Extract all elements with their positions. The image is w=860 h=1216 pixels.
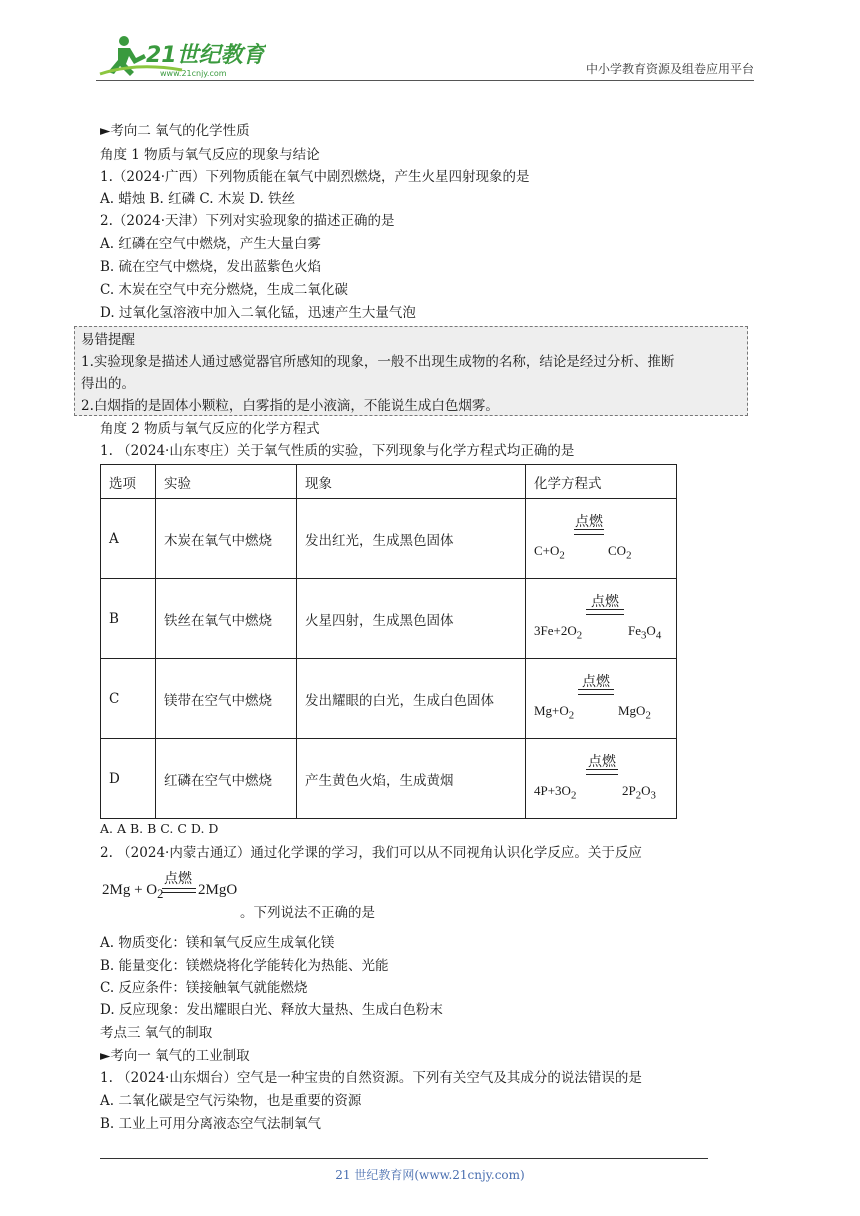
tip-box — [74, 326, 748, 416]
chemical-equation — [534, 749, 664, 809]
angle1-title: 角度 1 物质与氧气反应的现象与结论 — [100, 147, 320, 163]
table-row — [101, 659, 677, 739]
phenomenon-cell: 火星四射，生成黑色固体 — [297, 579, 526, 659]
equation-lhs: $Mg+O_2$ — [534, 702, 575, 722]
table-row — [101, 579, 677, 659]
phenomenon-cell: 发出耀眼的白光，生成白色固体 — [297, 659, 526, 739]
tip-title: 易错提醒 — [81, 332, 135, 348]
phenomenon-cell: 产生黄色火焰，生成黄烟 — [297, 739, 526, 819]
question-text: 1.（2024·广西）下列物质能在氧气中剧烈燃烧，产生火星四射现象的是 — [100, 169, 530, 185]
equation-rhs: $CO_2$ — [608, 542, 632, 562]
equation-rhs: MgO$_2$ — [618, 702, 651, 722]
chemical-equation — [534, 509, 664, 569]
answer-options: A. A B. B C. C D. D — [100, 821, 219, 836]
table-header: 选项 — [101, 465, 156, 499]
question-text: 2.（2024·天津）下列对实验现象的描述正确的是 — [100, 213, 395, 229]
equation-arrow — [574, 529, 604, 535]
tip-line: 1.实验现象是描述人通过感觉器官所感知的现象，一般不出现生成物的名称，结论是经过分析、推断 — [81, 354, 675, 370]
equation-cell — [526, 499, 677, 579]
equation-lhs: $C+O_2$ — [534, 542, 565, 562]
equation-rhs: $2P_2O_3$ — [622, 782, 656, 802]
phenomenon-cell: 发出红光，生成黑色固体 — [297, 499, 526, 579]
footer-rule — [100, 1158, 708, 1159]
equation-lhs: $2Mg + O_2$ — [102, 882, 164, 901]
question-text: 2. （2024·内蒙古通辽）通过化学课的学习，我们可以从不同视角认识化学反应。关于反应 — [100, 845, 642, 861]
option-a: A. 物质变化：镁和氧气反应生成氧化镁 — [100, 935, 335, 951]
option-b: B. 工业上可用分离液态空气法制氧气 — [100, 1116, 322, 1132]
table-header: 化学方程式 — [526, 465, 677, 499]
experiment-cell: 木炭在氧气中燃烧 — [156, 499, 297, 579]
question-text: 1. （2024·山东烟台）空气是一种宝贵的自然资源。下列有关空气及其成分的说法错误的是 — [100, 1070, 642, 1086]
equation-arrow — [586, 769, 618, 775]
equation-cell — [526, 579, 677, 659]
question-text: 1. （2024·山东枣庄）关于氧气性质的实验，下列现象与化学方程式均正确的是 — [100, 443, 575, 459]
section-heading: ►考向二 氧气的化学性质 — [100, 123, 250, 139]
section-heading: ►考向一 氧气的工业制取 — [100, 1048, 250, 1064]
equation-condition: 点燃 — [591, 594, 619, 610]
table-header: 实验 — [156, 465, 297, 499]
option-d: D. 反应现象：发出耀眼白光、释放大量热、生成白色粉末 — [100, 1002, 443, 1018]
equation-lhs: $3Fe+2O_2$ — [534, 622, 583, 642]
options-table — [100, 464, 677, 819]
option-cell: D — [101, 739, 156, 819]
equation-arrow — [162, 888, 196, 893]
equation-rhs: 2MgO — [198, 882, 238, 898]
equation-cell — [526, 739, 677, 819]
table-header: 现象 — [297, 465, 526, 499]
header-platform-label: 中小学教育资源及组卷应用平台 — [585, 62, 754, 76]
question-tail: 。下列说法不正确的是 — [240, 905, 375, 921]
logo-url: www.21cnjy.com — [160, 69, 227, 78]
equation-arrow — [586, 609, 624, 615]
table-row — [101, 739, 677, 819]
table-row — [101, 499, 677, 579]
equation-condition: 点燃 — [575, 514, 603, 530]
tip-line: 2.白烟指的是固体小颗粒，白雾指的是小液滴，不能说生成白色烟雾。 — [81, 398, 499, 414]
option-cell: C — [101, 659, 156, 739]
site-logo — [96, 32, 266, 80]
option-d: D. 过氧化氢溶液中加入二氧化锰，迅速产生大量气泡 — [100, 305, 416, 321]
footer-link[interactable]: 21 世纪教育网(www.21cnjy.com) — [335, 1168, 525, 1182]
option-b: B. 硫在空气中燃烧，发出蓝紫色火焰 — [100, 259, 322, 275]
header-rule — [96, 80, 754, 81]
equation-cell — [526, 659, 677, 739]
logo-text: 21世纪教育 — [146, 43, 265, 68]
experiment-cell: 红磷在空气中燃烧 — [156, 739, 297, 819]
equation-condition: 点燃 — [582, 674, 610, 690]
option-cell: B — [101, 579, 156, 659]
option-c: C. 木炭在空气中充分燃烧，生成二氧化碳 — [100, 282, 348, 298]
kp3-heading: 考点三 氧气的制取 — [100, 1025, 213, 1041]
tip-line: 得出的。 — [81, 376, 135, 392]
equation-lhs: $4P+3O_2$ — [534, 782, 577, 802]
equation-condition: 点燃 — [164, 872, 192, 887]
chemical-equation — [534, 669, 664, 729]
option-c: C. 反应条件：镁接触氧气就能燃烧 — [100, 980, 308, 996]
option-b: B. 能量变化：镁燃烧将化学能转化为热能、光能 — [100, 958, 389, 974]
chemical-equation — [534, 589, 664, 649]
option-a: A. 二氧化碳是空气污染物，也是重要的资源 — [100, 1093, 362, 1109]
equation-condition: 点燃 — [588, 754, 616, 770]
experiment-cell: 铁丝在氧气中燃烧 — [156, 579, 297, 659]
question-options: A. 蜡烛 B. 红磷 C. 木炭 D. 铁丝 — [100, 191, 296, 207]
option-cell: A — [101, 499, 156, 579]
angle2-title: 角度 2 物质与氧气反应的化学方程式 — [100, 421, 320, 437]
option-a: A. 红磷在空气中燃烧，产生大量白雾 — [100, 236, 321, 252]
equation-rhs: $Fe_3O_4$ — [628, 622, 662, 642]
reaction-equation — [102, 868, 262, 908]
equation-arrow — [578, 689, 614, 695]
experiment-cell: 镁带在空气中燃烧 — [156, 659, 297, 739]
